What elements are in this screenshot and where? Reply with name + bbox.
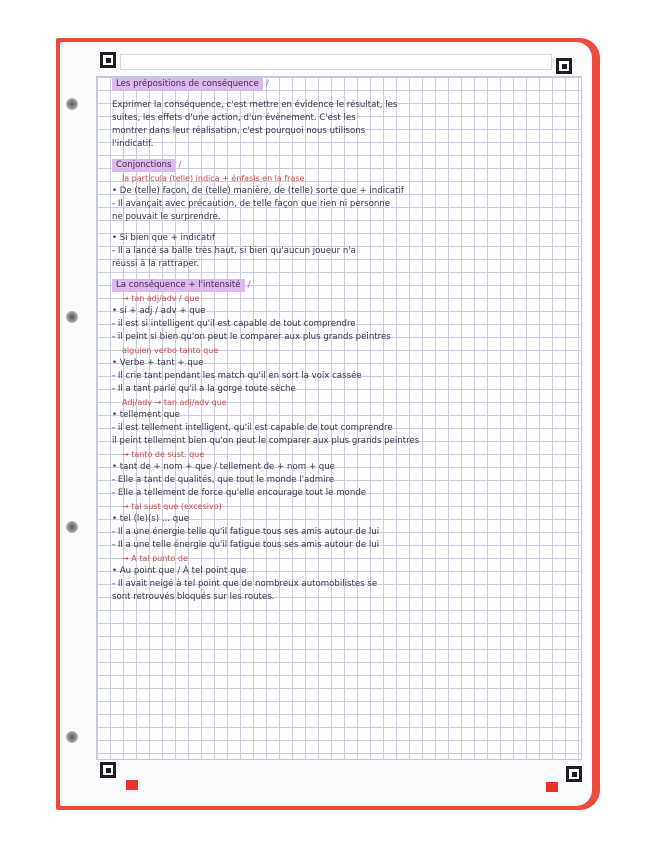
note-line: • Au point que / À tel point que [112, 566, 247, 576]
note-line: • tant de + nom + que / tellement de + nom + que [112, 462, 335, 472]
corner-marker-icon [566, 766, 582, 782]
note-line: • Verbe + tant + que [112, 358, 204, 368]
note-line: - Il avait neigé à tel point que de nombreux automobilistes se [112, 579, 378, 589]
note-line: - Il a une énergie telle qu'il fatigue tous ses amis autour de lui [112, 527, 380, 537]
highlight-slash: / [265, 79, 269, 89]
note-line: - Il crie tant pendant les match qu'il en sort la voix cassée [112, 371, 362, 381]
note-line: • De (telle) façon, de (telle) manière, de (telle) sorte que + indicatif [112, 186, 404, 196]
red-marker [126, 780, 138, 790]
note-line: sont retrouvés bloqués sur les routes. [112, 592, 275, 602]
corner-marker-icon [100, 52, 116, 68]
corner-marker-icon [556, 58, 572, 74]
note-line: • tellement que [112, 410, 180, 420]
binder-hole-icon [66, 311, 78, 323]
note-line: • tel (le)(s) ... que [112, 514, 189, 524]
note-line: ne pouvait le surprendre. [112, 212, 221, 222]
note-line: il peint tellement bien qu'on peut le comparer aux plus grands peintres [112, 436, 420, 446]
note-line: - Il a lancé sa balle très haut, si bien qu'aucun joueur n'a [112, 246, 356, 256]
note-line: - il peint si bien qu'on peut le comparer aux plus grands peintres [112, 332, 391, 342]
binder-hole-icon [66, 521, 78, 533]
intro-line: montrer dans leur réalisation, c'est pourquoi nous utilisons [112, 126, 366, 136]
annotation: Adj/adv → tan adj/adv que [122, 398, 227, 407]
note-line: - Elle a tellement de force qu'elle encourage tout le monde [112, 488, 367, 498]
note-line: - Elle a tant de qualités, que tout le monde l'admire [112, 475, 335, 485]
note-line: - Il avançait avec précaution, de telle façon que rien ni personne [112, 199, 391, 209]
corner-marker-icon [100, 762, 116, 778]
section-heading-conjonctions: Conjonctions [112, 159, 175, 172]
annotation: → tan adj/adv / que [122, 294, 200, 303]
note-line: • Si bien que + indicatif [112, 233, 215, 243]
annotation: → tal sust que (excesivo) [122, 502, 222, 511]
note-line: - Il a tant parlé qu'il a la gorge toute sèche [112, 384, 296, 394]
note-line: réussi à la rattraper. [112, 259, 200, 269]
intro-line: suites, les effets d'une action, d'un évènement. C'est les [112, 113, 356, 123]
note-line: - il est si intelligent qu'il est capable de tout comprendre [112, 319, 356, 329]
note-line: - Il a une telle énergie qu'il fatigue tous ses amis autour de lui [112, 540, 380, 550]
section-heading-intensite: La conséquence + l'intensité [112, 279, 245, 292]
binder-hole-icon [66, 731, 78, 743]
annotation: alguien verbo tanto que [122, 346, 219, 355]
intro-line: l'indicatif. [112, 139, 154, 149]
annotation: la partícula (telle) indica + énfasis en la frase [122, 174, 305, 183]
red-marker [546, 782, 558, 792]
page-title: Les prépositions de conséquence [112, 78, 263, 91]
annotation: → tanto de sust. que [122, 450, 205, 459]
annotation: → A tal punto de [122, 554, 188, 563]
intro-line: Exprimer la conséquence, c'est mettre en évidence le résultat, les [112, 100, 398, 110]
note-line: - il est tellement intelligent, qu'il est capable de tout comprendre [112, 423, 393, 433]
header-box [120, 54, 552, 70]
binder-hole-icon [66, 98, 78, 110]
page-title-row [112, 78, 574, 91]
notes-content: Les prépositions de conséquence / Exprimer la conséquence, c'est mettre en évidence le résultat, les suites, les effets d'une action, d'un évènement. C'est les montrer dans leur réalisation, c'est pourquoi nous utilisons l'indicatif. Conjonctions / la partícula (telle) indica + énfasis en la frase • De (telle) façon, de (telle) manière, de (telle) sorte que + indicatif - Il avançait avec précaution, de telle façon que rien ni personne ne pouvait le surprendre. • Si bien que + indicatif - Il a lancé sa balle très haut, si bien qu'aucun joueur n'a réussi à la rattraper. La conséquence + l'intensité / → tan adj/adv / que • si + adj / adv + que - il est si intelligent qu'il est capable de tout comprendre - il peint si bien qu'on peut le comparer aux plus grands peintres alguien verbo tanto que • Verbe + tant + que - Il crie tant pendant les match qu'il en sort la voix cassée - Il a tant parlé qu'il a la gorge toute sèche Adj/adv → tan adj/adv que • tellement que - il est tellement intelligent, qu'il est capable de tout comprendre il peint tellement bien qu'on peut le comparer aux plus grands peintres → tanto de sust. que • tant de + nom + que / tellement de + nom + que - Elle a tant de qualités, que tout le monde l'admire - Elle a tellement de force qu'elle encourage tout le monde → tal sust que (excesivo) • tel (le)(s) ... que - Il a une énergie telle qu'il fatigue tous ses amis autour de lui - Il a une telle énergie qu'il fatigue tous ses amis autour de lui → A tal punto de • Au point que / À tel point que - Il avait neigé à tel point que de nombreux automobilistes se sont retrouvés bloqués sur les routes. [112, 78, 574, 604]
note-line: • si + adj / adv + que [112, 306, 206, 316]
